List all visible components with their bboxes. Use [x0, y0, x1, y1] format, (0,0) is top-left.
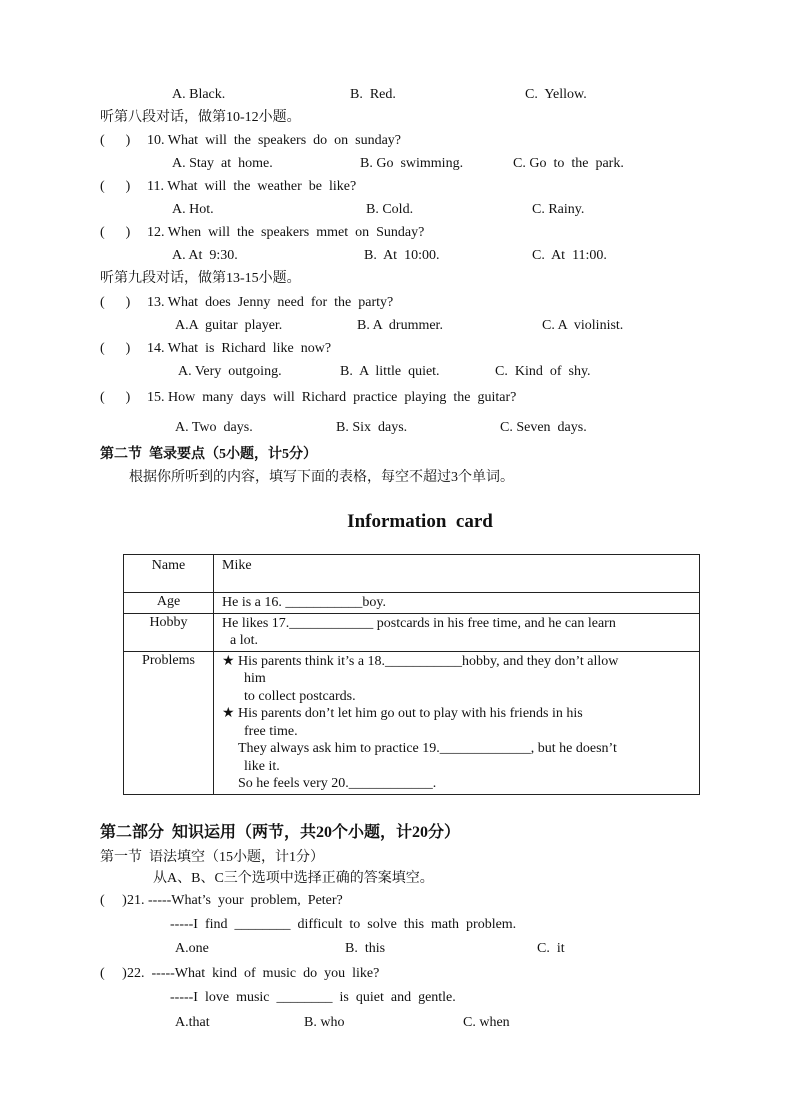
q15-option-b: B. Six days.	[336, 420, 408, 435]
card-row-problems	[124, 651, 700, 794]
q10-answer-blank: ( )	[100, 133, 131, 148]
q11-option-b: B. Cold.	[366, 202, 414, 217]
q22-line-2: -----I love music ________ is quiet and gentle.	[170, 990, 456, 1005]
q14-question: 14. What is Richard like now?	[147, 341, 332, 356]
q14-answer-blank: ( )	[100, 341, 131, 356]
q21-line-1: 21. -----What’s your problem, Peter?	[127, 893, 343, 908]
q9-option-b: B. Red.	[350, 87, 396, 102]
card-label-problems: Problems	[124, 651, 214, 794]
problems-line-2: him	[244, 671, 266, 686]
q13-option-a: A.A guitar player.	[175, 318, 283, 333]
part2-heading: 第二部分 知识运用（两节，共20个小题，计20分）	[100, 824, 461, 841]
q9-option-c: C. Yellow.	[525, 87, 587, 102]
q22-option-a: A.that	[175, 1015, 210, 1030]
q21-option-c: C. it	[537, 941, 565, 956]
card-value-name: Mike	[214, 555, 700, 593]
q14-option-a: A. Very outgoing.	[178, 364, 282, 379]
q9-option-a: A. Black.	[172, 87, 226, 102]
problems-line-5: free time.	[244, 723, 298, 739]
q14-option-c: C. Kind of shy.	[495, 364, 591, 379]
q10-option-b: B. Go swimming.	[360, 156, 464, 171]
q12-answer-blank: ( )	[100, 225, 131, 240]
q11-option-a: A. Hot.	[172, 202, 214, 217]
problems-line-8: So he feels very 20.____________.	[238, 776, 437, 791]
q12-option-c: C. At 11:00.	[532, 248, 607, 263]
card-row-hobby	[124, 613, 700, 651]
hobby-line-2: a lot.	[230, 633, 258, 648]
q21-option-b: B. this	[345, 941, 386, 956]
q12-option-b: B. At 10:00.	[364, 248, 440, 263]
q11-answer-blank: ( )	[100, 179, 131, 194]
card-label-name: Name	[124, 555, 214, 593]
q15-question: 15. How many days will Richard practice playing the guitar?	[147, 390, 517, 405]
q21-option-a: A.one	[175, 941, 209, 956]
part1-section2-instruction: 根据你所听到的内容，填写下面的表格，每空不超过3个单词。	[129, 470, 514, 485]
q14-option-b: B. A little quiet.	[340, 364, 440, 379]
card-title: Information card	[347, 511, 493, 532]
part1-section2-heading: 第二节 笔录要点（5小题，计5分）	[100, 447, 317, 462]
problems-line-1: ★ His parents think it’s a 18.___________hobby, and they don’t allow	[222, 653, 619, 669]
hobby-line-1: He likes 17.____________ postcards in his free time, and he can learn	[222, 615, 616, 631]
q13-answer-blank: ( )	[100, 295, 131, 310]
card-value-age: He is a 16. ___________boy.	[214, 593, 700, 614]
problems-line-7: like it.	[244, 758, 280, 774]
section8-instruction: 听第八段对话，做第10-12小题。	[100, 110, 301, 125]
card-value-problems	[214, 651, 700, 794]
problems-line-4: ★ His parents don’t let him go out to play with his friends in his	[222, 706, 583, 721]
q15-option-c: C. Seven days.	[500, 420, 587, 435]
q22-option-b: B. who	[304, 1015, 345, 1030]
card-row-name	[124, 555, 700, 593]
card-label-hobby: Hobby	[124, 613, 214, 651]
q22-option-c: C. when	[463, 1015, 510, 1030]
q10-option-a: A. Stay at home.	[172, 156, 273, 171]
q10-question: 10. What will the speakers do on sunday?	[147, 133, 402, 148]
q12-question: 12. When will the speakers mmet on Sunday?	[147, 225, 425, 240]
q21-answer-blank: ( )	[100, 893, 127, 908]
section9-instruction: 听第九段对话，做第13-15小题。	[100, 271, 301, 286]
q13-option-b: B. A drummer.	[357, 318, 443, 333]
q15-answer-blank: ( )	[100, 390, 131, 405]
card-row-age	[124, 593, 700, 614]
q15-option-a: A. Two days.	[175, 420, 253, 435]
problems-line-3: to collect postcards.	[244, 688, 356, 704]
card-label-age: Age	[124, 593, 214, 614]
card-value-hobby	[214, 613, 700, 651]
q13-option-c: C. A violinist.	[542, 318, 624, 333]
part2-instruction: 从A、B、C三个选项中选择正确的答案填空。	[153, 871, 434, 886]
q22-answer-blank: ( )	[100, 966, 127, 981]
q12-option-a: A. At 9:30.	[172, 248, 238, 263]
problems-line-6: They always ask him to practice 19._____________, but he doesn’t	[238, 741, 617, 756]
q11-question: 11. What will the weather be like?	[147, 179, 357, 194]
q13-question: 13. What does Jenny need for the party?	[147, 295, 394, 310]
q21-line-2: -----I find ________ difficult to solve this math problem.	[170, 917, 517, 932]
q10-option-c: C. Go to the park.	[513, 156, 624, 171]
q11-option-c: C. Rainy.	[532, 202, 585, 217]
part2-section1-heading: 第一节 语法填空（15小题，计1分）	[100, 850, 324, 865]
information-card-table	[123, 554, 700, 795]
q22-line-1: 22. -----What kind of music do you like?	[127, 966, 380, 981]
